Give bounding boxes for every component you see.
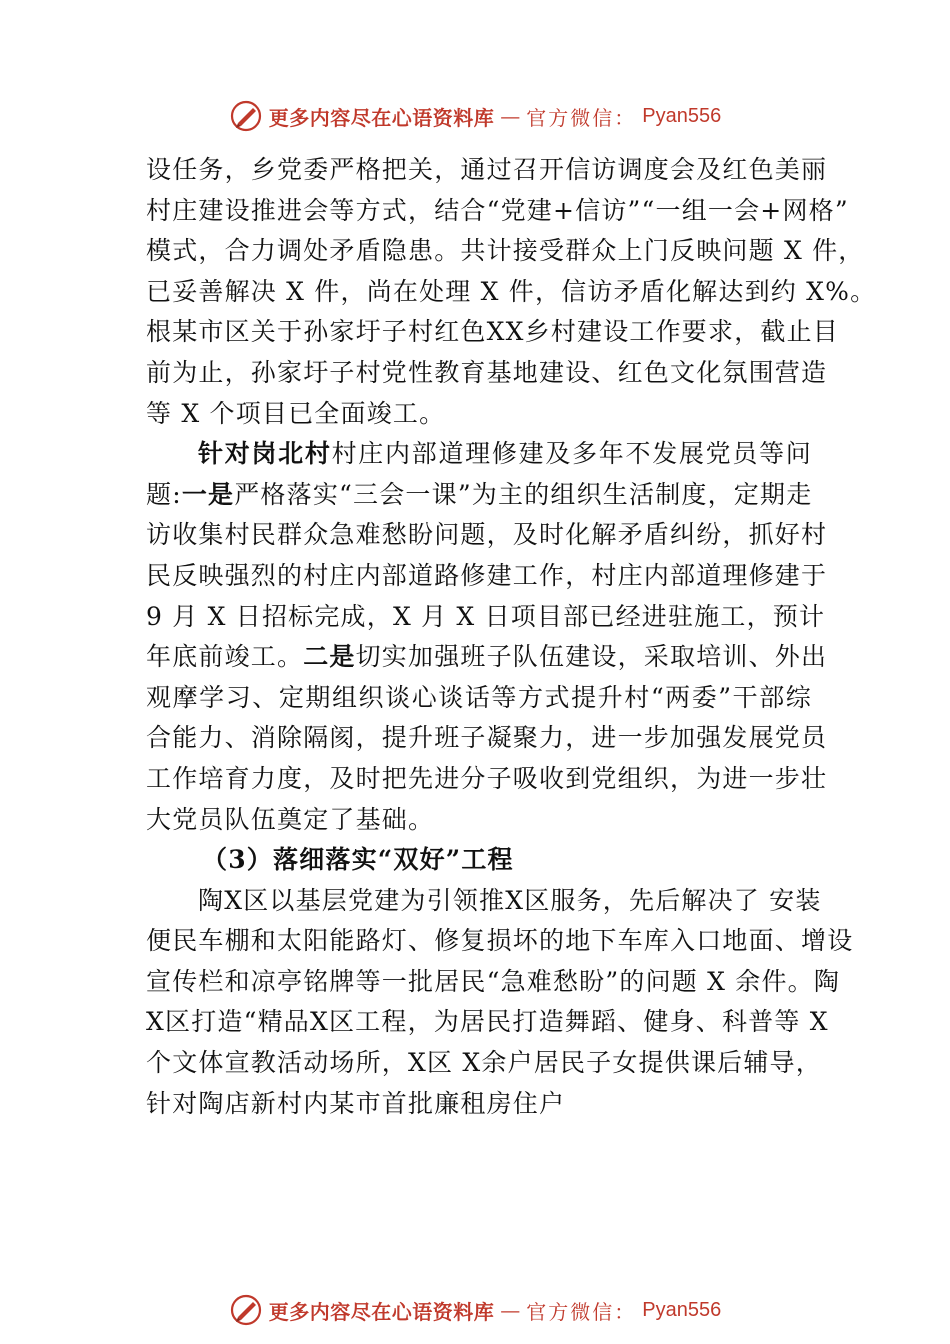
- text-line: 等 X 个项目已全面竣工。: [146, 398, 446, 428]
- watermark-main-text: 更多内容尽在心语资料库: [268, 105, 495, 130]
- text-span: 年底前竣工。: [146, 642, 304, 672]
- watermark-wechat-id: Pyan556: [642, 104, 722, 127]
- text-line: [146, 434, 812, 475]
- text-line: 9 月 X 日招标完成，X 月 X 日项目部已经进驻施工，预计: [146, 601, 826, 631]
- text-line: 便民车棚和太阳能路灯、修复损坏的地下车库入口地面、增设: [146, 926, 854, 956]
- watermark-wechat-label: 官方微信：: [526, 1299, 637, 1324]
- text-line: 观摩学习、定期组织谈心谈话等方式提升村“两委”干部综: [146, 682, 812, 712]
- text-line: 陶X区以基层党建为引领推X区服务，先后解决了 安装: [198, 885, 822, 915]
- watermark-main-text: 更多内容尽在心语资料库: [268, 1299, 495, 1324]
- text-line: 宣传栏和凉亭铭牌等一批居民“急难愁盼”的问题 X 余件。陶: [146, 966, 841, 996]
- text-line: 个文体宣教活动场所，X区 X余户居民子女提供课后辅导，: [146, 1048, 822, 1078]
- bold-lead: 针对岗北村: [198, 439, 332, 469]
- watermark-dash: —: [500, 104, 521, 128]
- pen-logo-icon: [229, 1293, 263, 1327]
- watermark-wechat-id: Pyan556: [642, 1298, 722, 1321]
- bold-marker: 二是: [303, 642, 356, 672]
- text-line: 合能力、消除隔阂，提升班子凝聚力，进一步加强发展党员: [146, 723, 828, 753]
- pen-logo-icon: [229, 99, 263, 133]
- text-line: [146, 475, 812, 516]
- text-line: 访收集村民群众急难愁盼问题，及时化解矛盾纠纷，抓好村: [146, 520, 828, 550]
- text-line: 民反映强烈的村庄内部道路修建工作，村庄内部道理修建于: [146, 560, 828, 590]
- text-line: 模式，合力调处矛盾隐患。共计接受群众上门反映问题 X 件，: [146, 236, 865, 266]
- section-heading: （3）落细落实“双好”工程: [202, 845, 514, 875]
- text-line: 根某市区关于孙家圩子村红色XX乡村建设工作要求，截止目: [146, 317, 839, 347]
- text-line: 针对陶店新村内某市首批廉租房住户: [146, 1088, 566, 1118]
- text-line: X区打造“精品X区工程，为居民打造舞蹈、健身、科普等 X: [146, 1007, 829, 1037]
- text-line: 已妥善解决 X 件，尚在处理 X 件，信访矛盾化解达到约 X%。: [146, 276, 877, 306]
- text-line: 工作培育力度，及时把先进分子吸收到党组织，为进一步壮: [146, 763, 828, 793]
- text-span: 村庄内部道理修建及多年不发展党员等问: [331, 439, 812, 469]
- watermark-wechat-label: 官方微信：: [526, 105, 637, 130]
- text-line: 村庄建设推进会等方式，结合“党建+信访”“一组一会+网格”: [146, 195, 849, 225]
- text-span: 严格落实“三会一课”为主的组织生活制度，定期走: [234, 479, 813, 509]
- text-line: 大党员队伍奠定了基础。: [146, 804, 435, 834]
- bold-marker: 一是: [181, 479, 235, 509]
- watermark-header: [0, 96, 950, 136]
- watermark-footer: [0, 1290, 950, 1330]
- text-line: 前为止，孙家圩子村党性教育基地建设、红色文化氛围营造: [146, 357, 828, 387]
- text-line: 设任务，乡党委严格把关，通过召开信访调度会及红色美丽: [146, 155, 828, 184]
- text-span: 题:: [146, 479, 182, 509]
- document-body: [146, 150, 877, 1124]
- watermark-dash: —: [500, 1298, 521, 1322]
- text-span: 切实加强班子队伍建设，采取培训、外出: [355, 642, 828, 672]
- text-line: [146, 637, 828, 678]
